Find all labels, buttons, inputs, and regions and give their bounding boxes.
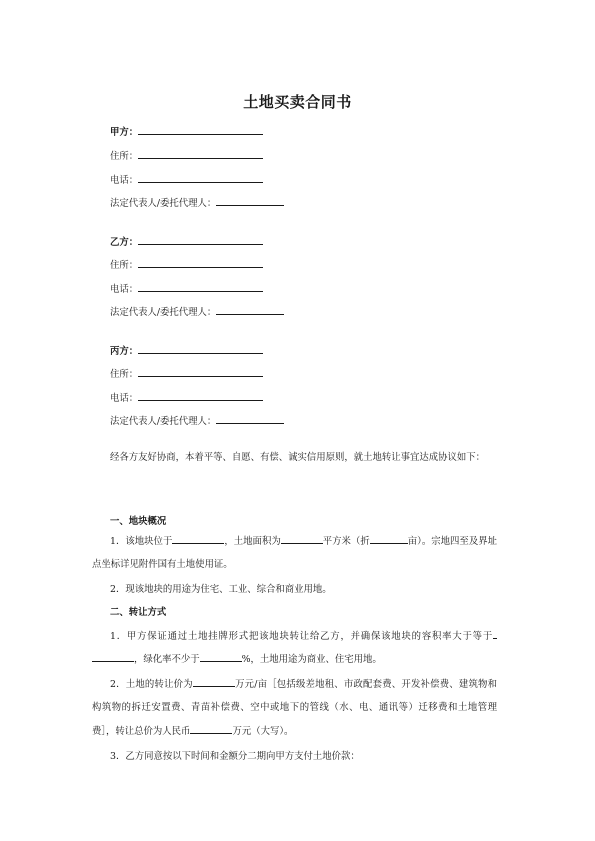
party-a-address-line — [110, 147, 263, 164]
location-blank[interactable] — [172, 532, 224, 544]
green-rate-blank[interactable] — [200, 650, 242, 662]
party-b-name-line — [110, 233, 263, 250]
section-1-item-1-text-c: 平方米（折 — [322, 536, 370, 547]
party-a-phone-label: 电话： — [110, 175, 139, 186]
section-1-heading: 一、地块概况 — [110, 516, 167, 527]
party-a-address-blank[interactable] — [138, 147, 263, 159]
party-b-name-blank[interactable] — [138, 233, 263, 245]
party-c-name-line — [110, 342, 263, 359]
party-b-rep-line — [110, 303, 284, 320]
party-c-label: 丙方： — [110, 346, 139, 357]
party-a-phone-blank[interactable] — [138, 171, 263, 183]
price-per-mu-blank[interactable] — [193, 675, 235, 687]
section-1-item-1-text-a: 1．该地块位于 — [110, 536, 173, 547]
section-2-item-2-text-c: 万元（大写）。 — [232, 725, 294, 737]
party-c-rep-label: 法定代表人/委托代理人： — [110, 416, 217, 427]
party-b-phone-line — [110, 280, 263, 297]
party-a-rep-blank[interactable] — [216, 194, 284, 206]
section-1-item-1-text-b: ，土地面积为 — [224, 536, 281, 547]
area-sqm-blank[interactable] — [281, 532, 323, 544]
section-2-item-2 — [92, 673, 497, 743]
intro-paragraph: 经各方友好协商，本着平等、自愿、有偿、诚实信用原则，就土地转让事宜达成协议如下： — [110, 452, 486, 463]
party-b-label: 乙方： — [110, 237, 139, 248]
party-c-phone-blank[interactable] — [138, 389, 263, 401]
party-c-address-label: 住所： — [110, 369, 139, 380]
party-c-phone-label: 电话： — [110, 393, 139, 404]
section-2-heading: 二、转让方式 — [110, 607, 167, 618]
party-c-address-line — [110, 365, 263, 382]
party-a-address-label: 住所： — [110, 151, 139, 162]
area-mu-blank[interactable] — [370, 532, 408, 544]
party-b-rep-label: 法定代表人/委托代理人： — [110, 307, 217, 318]
party-a-name-line — [110, 123, 263, 140]
party-b-phone-blank[interactable] — [138, 280, 263, 292]
section-1-item-1-text-d: 亩）。宗地四至及界址点坐标详见附件国有土地使用证。 — [92, 536, 497, 571]
party-c-address-blank[interactable] — [138, 365, 263, 377]
document-title: 土地买卖合同书 — [243, 93, 352, 111]
party-c-rep-line — [110, 412, 284, 429]
party-c-phone-line — [110, 389, 263, 406]
section-2-item-1-text-b: ，绿化率不少于 — [134, 654, 200, 666]
party-c-rep-blank[interactable] — [216, 412, 284, 424]
party-a-rep-line — [110, 194, 284, 211]
plot-ratio-blank-start[interactable] — [493, 627, 497, 639]
section-2-item-1-text-a: 1．甲方保证通过土地挂牌形式把该地块转让给乙方，并确保该地块的容积率大于等于 — [110, 631, 493, 642]
section-2-item-1-text-c: %，土地用途为商业、住宅用地。 — [241, 654, 382, 666]
total-price-blank[interactable] — [190, 722, 232, 734]
party-a-name-blank[interactable] — [138, 123, 263, 135]
party-a-rep-label: 法定代表人/委托代理人： — [110, 198, 217, 209]
section-1-item-2: 2．现该地块的用途为住宅、工业、综合和商业用地。 — [110, 584, 332, 595]
plot-ratio-blank[interactable] — [92, 650, 134, 662]
section-2-item-1 — [92, 625, 497, 672]
section-2-item-3: 3．乙方同意按以下时间和金额分二期向甲方支付土地价款： — [110, 751, 360, 762]
party-a-label: 甲方： — [110, 127, 139, 138]
party-b-address-label: 住所： — [110, 260, 139, 271]
party-b-address-line — [110, 256, 263, 273]
section-2-item-2-text-a: 2．土地的转让价为 — [110, 679, 193, 690]
party-a-phone-line — [110, 171, 263, 188]
party-c-name-blank[interactable] — [138, 342, 263, 354]
party-b-address-blank[interactable] — [138, 256, 263, 268]
party-b-phone-label: 电话： — [110, 284, 139, 295]
party-b-rep-blank[interactable] — [216, 303, 284, 315]
section-1-item-1 — [92, 530, 497, 577]
section-2-item-2-text-b: 万元/亩［包括级差地租、市政配套费、开发补偿费、建筑物和构筑物的拆迁安置费、青苗补偿费、空中或地下的管线（水、电、通讯等）迁移费和土地管理费］，转让总价为人民币 — [92, 679, 497, 737]
